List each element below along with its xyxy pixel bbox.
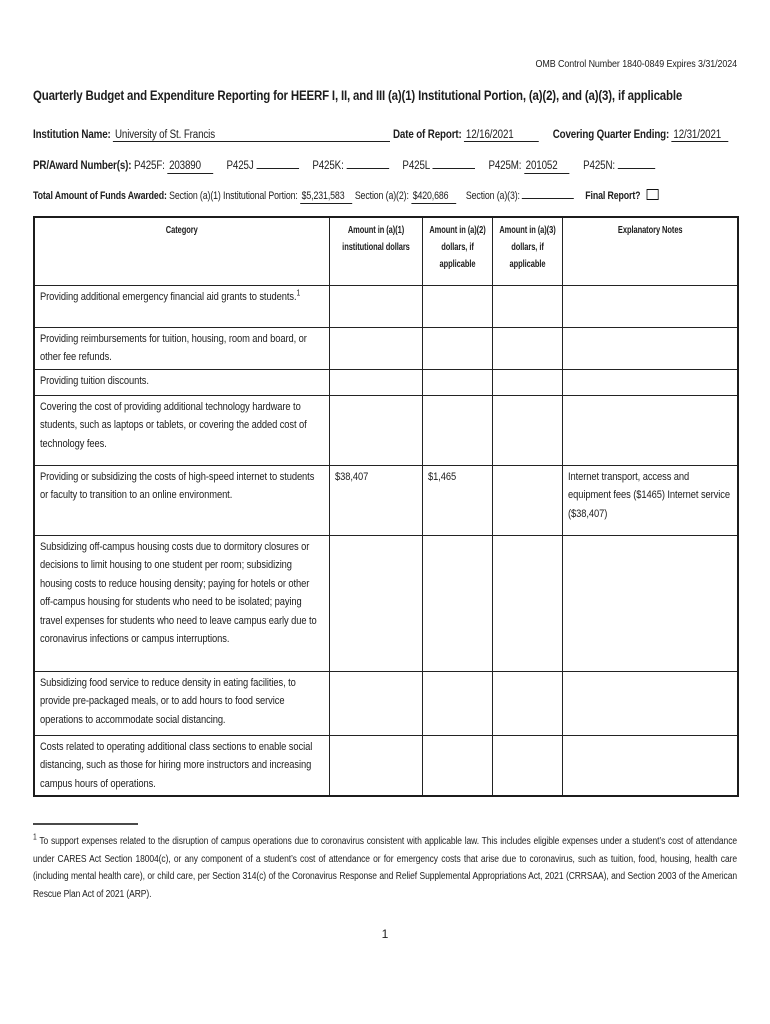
amount-a3-cell[interactable] (492, 327, 562, 369)
award-field-p425n-value[interactable] (618, 158, 655, 169)
amount-a2-cell[interactable] (422, 285, 492, 327)
amount-a2-cell[interactable] (422, 327, 492, 369)
category-cell: Covering the cost of providing additional technology hardware to students, such as laptops or tablets, or covering the added cost of technology fees. (34, 395, 329, 465)
amount-a2-cell[interactable] (422, 535, 492, 671)
total-funds-line (33, 188, 737, 202)
date-of-report-value[interactable]: 12/16/2021 (464, 129, 539, 142)
amount-a3-cell[interactable] (492, 369, 562, 395)
category-cell: Providing reimbursements for tuition, housing, room and board, or other fee refunds. (34, 327, 329, 369)
section-a3-label: Section (a)(3): (465, 190, 520, 202)
category-cell: Subsidizing food service to reduce density in eating facilities, to provide pre-packaged meals, or to add hours to food service operations to accommodate social distancing. (34, 671, 329, 735)
award-field-p425j-label: P425J (226, 160, 254, 172)
table-row (34, 671, 738, 735)
total-funds-label: Total Amount of Funds Awarded: (33, 190, 167, 202)
budget-table (33, 216, 739, 797)
category-cell: Costs related to operating additional class sections to enable social distancing, such as those for hiring more instructors and increasing campus hours of operations. (34, 735, 329, 796)
final-report-checkbox[interactable] (647, 189, 659, 200)
quarter-ending-value[interactable]: 12/31/2021 (672, 129, 729, 142)
amount-a2-cell[interactable] (422, 369, 492, 395)
amount-a1-cell[interactable] (329, 285, 422, 327)
amount-a3-cell[interactable] (492, 735, 562, 796)
table-row (34, 395, 738, 465)
amount-a2-cell[interactable] (422, 735, 492, 796)
category-cell: Providing or subsidizing the costs of high-speed internet to students or faculty to transition to an online environment. (34, 465, 329, 535)
amount-a3-cell[interactable] (492, 671, 562, 735)
amount-a2-cell[interactable] (422, 395, 492, 465)
institution-meta-line (33, 129, 737, 142)
header-amount-a1: Amount in (a)(1) institutional dollars (329, 217, 422, 285)
section-a1-value[interactable]: $5,231,583 (300, 190, 352, 204)
amount-a2-cell[interactable] (422, 671, 492, 735)
category-cell: Providing tuition discounts. (34, 369, 329, 395)
award-field-p425n-label: P425N: (583, 160, 615, 172)
footnote-reference: 1 (296, 287, 301, 297)
award-field-p425m-label: P425M: (488, 160, 522, 172)
page-number: 1 (381, 927, 389, 941)
table-header-row (34, 217, 738, 285)
notes-cell[interactable] (562, 535, 738, 671)
amount-a1-cell[interactable] (329, 535, 422, 671)
award-numbers-label: PR/Award Number(s): (33, 160, 132, 172)
amount-a3-cell[interactable] (492, 285, 562, 327)
footnote-text: $^1$ To support expenses related to the disruption of campus operations due to coronavirus consistent with applicable law. This includes eligible expenses under a student’s cost of attendance under CARES Act Section 18004(c), or any component of a student’s cost of attendance or for emergency costs that arise due to coronavirus, such as tuition, food, housing, health care (including mental health care), or child care, per Section 314(c) of the Coronavirus Response and Relief Supplemental Appropriations Act, 2021 (CRRSAA), and Section 2003 of the American Rescue Plan Act of 2021 (ARP). (33, 832, 738, 900)
award-field-p425f-label: P425F: (134, 160, 165, 172)
section-a1-label: Section (a)(1) Institutional Portion: (169, 190, 298, 202)
section-a2-label: Section (a)(2): (354, 190, 409, 202)
final-report-label: Final Report? (585, 190, 641, 202)
header-category: Category (34, 217, 329, 285)
table-row (34, 285, 738, 327)
footnote-separator (33, 823, 138, 825)
notes-cell[interactable] (562, 395, 738, 465)
notes-cell[interactable] (562, 369, 738, 395)
amount-a1-cell[interactable]: $38,407 (329, 465, 422, 535)
notes-cell[interactable] (562, 327, 738, 369)
notes-cell[interactable] (562, 735, 738, 796)
amount-a1-cell[interactable] (329, 671, 422, 735)
institution-name-value[interactable]: University of St. Francis (113, 129, 390, 142)
amount-a1-cell[interactable] (329, 327, 422, 369)
category-cell: Providing additional emergency financial aid grants to students.$^1$ (34, 285, 329, 327)
award-field-p425k-value[interactable] (346, 158, 389, 169)
award-field-p425l-label: P425L (402, 160, 430, 172)
award-field-p425m-value[interactable]: 201052 (524, 160, 569, 174)
omb-control-line: OMB Control Number 1840-0849 Expires 3/31/2024 (535, 58, 738, 70)
award-field-p425f-value[interactable]: 203890 (167, 160, 212, 174)
header-explanatory-notes: Explanatory Notes (562, 217, 738, 285)
section-a2-value[interactable]: $420,686 (411, 190, 456, 204)
award-field-p425j-value[interactable] (256, 158, 299, 169)
award-field-p425l-value[interactable] (432, 158, 475, 169)
notes-cell[interactable] (562, 671, 738, 735)
amount-a1-cell[interactable] (329, 369, 422, 395)
amount-a3-cell[interactable] (492, 465, 562, 535)
award-numbers-line (33, 158, 737, 172)
footnote-marker: 1 (33, 832, 37, 842)
amount-a3-cell[interactable] (492, 535, 562, 671)
award-field-p425k-label: P425K: (312, 160, 344, 172)
date-of-report-label: Date of Report: (392, 129, 462, 141)
table-row (34, 465, 738, 535)
institution-name-label: Institution Name: (33, 129, 111, 141)
amount-a3-cell[interactable] (492, 395, 562, 465)
table-row (34, 535, 738, 671)
amount-a2-cell[interactable]: $1,465 (422, 465, 492, 535)
amount-a1-cell[interactable] (329, 395, 422, 465)
amount-a1-cell[interactable] (329, 735, 422, 796)
section-a3-value[interactable] (522, 188, 574, 199)
notes-cell[interactable] (562, 285, 738, 327)
category-cell: Subsidizing off-campus housing costs due to dormitory closures or decisions to limit housing to one student per room; subsidizing housing costs to reduce housing density; paying for hotels or other off-campus housing for students who need to be isolated; paying travel expenses for students who need to leave campus early due to coronavirus infections or campus interruptions. (34, 535, 329, 671)
notes-cell[interactable]: Internet transport, access and equipment fees ($1465) Internet service ($38,407) (562, 465, 738, 535)
header-amount-a3: Amount in (a)(3) dollars, if applicable (492, 217, 562, 285)
document-title: Quarterly Budget and Expenditure Reporting for HEERF I, II, and III (a)(1) Institutional Portion, (a)(2), and (a)(3), if applicable (33, 88, 683, 103)
table-row (34, 327, 738, 369)
table-row (34, 735, 738, 796)
header-amount-a2: Amount in (a)(2) dollars, if applicable (422, 217, 492, 285)
table-row (34, 369, 738, 395)
quarter-ending-label: Covering Quarter Ending: (552, 129, 670, 141)
